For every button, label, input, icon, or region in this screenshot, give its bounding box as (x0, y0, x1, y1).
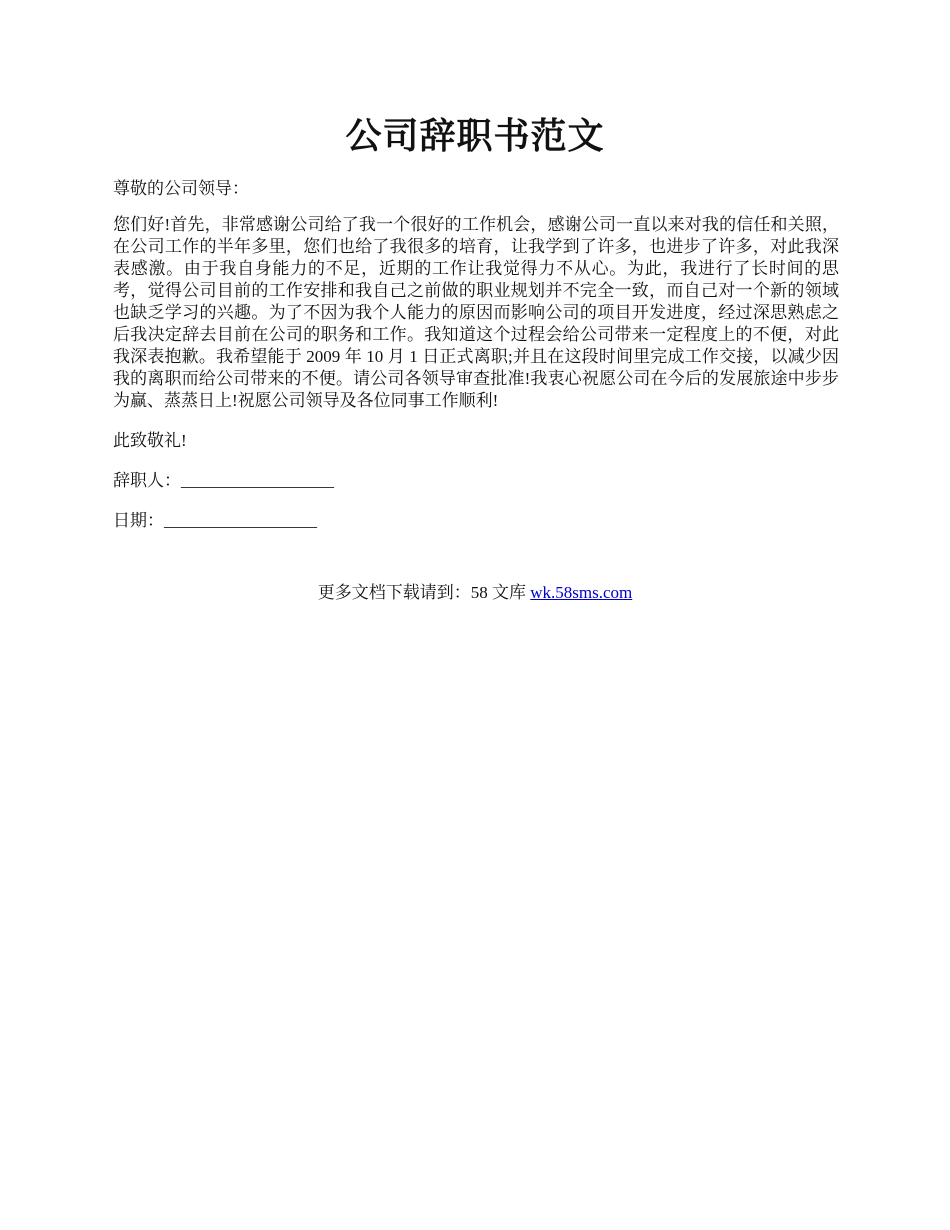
signer-label: 辞职人： (113, 471, 181, 490)
date-label: 日期： (113, 511, 164, 530)
footer-link[interactable]: wk.58sms.com (530, 583, 633, 602)
footer (0, 582, 950, 604)
signer-line (113, 470, 839, 492)
signer-blank: __________________ (181, 471, 334, 490)
salutation: 尊敬的公司领导： (113, 179, 249, 198)
document-title: 公司辞职书范文 (345, 116, 605, 156)
date-blank: __________________ (164, 511, 317, 530)
date-line (113, 510, 839, 532)
document-body (113, 178, 839, 554)
letter-body: 您们好!首先，非常感谢公司给了我一个很好的工作机会，感谢公司一直以来对我的信任和关照，在公司工作的半年多里，您们也给了我很多的培育，让我学到了许多，也进步了许多，对此我深表感激。由于我自身能力的不足，近期的工作让我觉得力不从心。为此，我进行了长时间的思考，觉得公司目前的工作安排和我自己之前做的职业规划并不完全一致，而自己对一个新的领域也缺乏学习的兴趣。为了不因为我个人能力的原因而影响公司的项目开发进度，经过深思熟虑之后我决定辞去目前在公司的职务和工作。我知道这个过程会给公司带来一定程度上的不便，对此我深表抱歉。我希望能于 2009 年 10 月 1 日正式离职;并且在这段时间里完成工作交接，以减少因我的离职而给公司带来的不便。请公司各领导审查批准!我衷心祝愿公司在今后的发展旅途中步步为赢、蒸蒸日上!祝愿公司领导及各位同事工作顺利! (113, 215, 839, 410)
footer-text: 更多文档下载请到：58 文库 (317, 583, 531, 602)
closing-line: 此致敬礼! (113, 431, 187, 450)
